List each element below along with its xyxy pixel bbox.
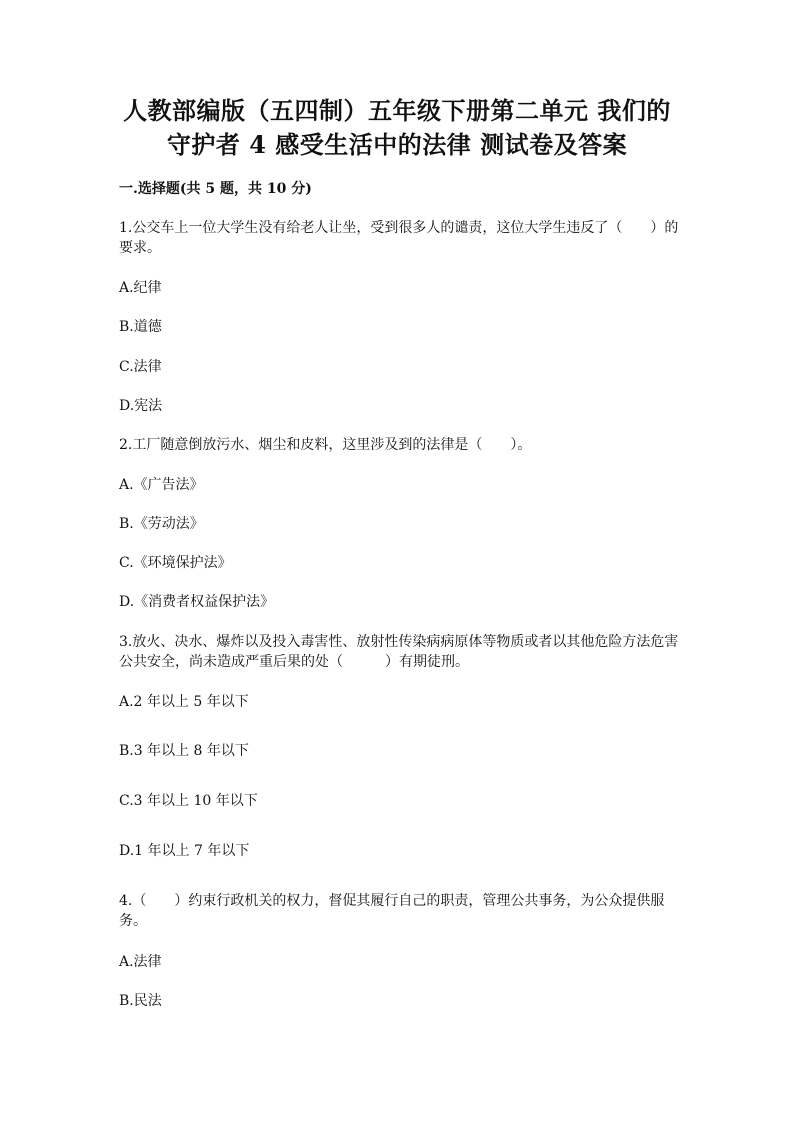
question-2-option-a: A.《广告法》 — [119, 477, 204, 493]
question-1-option-d: D.宪法 — [119, 398, 163, 414]
question-2-stem: 2.工厂随意倒放污水、烟尘和皮料，这里涉及到的法律是（ ）。 — [119, 437, 532, 453]
question-1-option-c: C.法律 — [119, 359, 162, 375]
question-3-option-b: B.3 年以上 8 年以下 — [119, 743, 249, 759]
document-title-line-1: 人教部编版（五四制）五年级下册第二单元 我们的 — [123, 96, 671, 125]
question-4-option-b: B.民法 — [119, 993, 162, 1009]
question-3-stem: 3.放火、决水、爆炸以及投入毒害性、放射性传染病病原体等物质或者以其他危险方法危害公共安全，尚未造成严重后果的处（ ）有期徒刑。 — [119, 634, 679, 670]
question-1-option-b: B.道德 — [119, 319, 162, 335]
question-3-option-d: D.1 年以上 7 年以下 — [119, 843, 250, 859]
question-4-option-a: A.法律 — [119, 954, 162, 970]
question-3-option-a: A.2 年以上 5 年以下 — [119, 694, 249, 710]
section-heading: 一.选择题(共 5 题，共 10 分) — [119, 181, 312, 197]
question-1-option-a: A.纪律 — [119, 280, 162, 296]
question-2-option-c: C.《环境保护法》 — [119, 555, 232, 571]
question-2-option-b: B.《劳动法》 — [119, 516, 204, 532]
question-1-stem: 1.公交车上一位大学生没有给老人让坐，受到很多人的谴责，这位大学生违反了（ ）的要求。 — [119, 220, 679, 256]
question-4-stem: 4.（ ）约束行政机关的权力，督促其履行自己的职责，管理公共事务，为公众提供服务。 — [119, 893, 665, 929]
question-2-option-d: D.《消费者权益保护法》 — [119, 594, 275, 610]
question-3-option-c: C.3 年以上 10 年以下 — [119, 793, 258, 809]
document-title-line-2: 守护者 4 感受生活中的法律 测试卷及答案 — [166, 130, 628, 159]
